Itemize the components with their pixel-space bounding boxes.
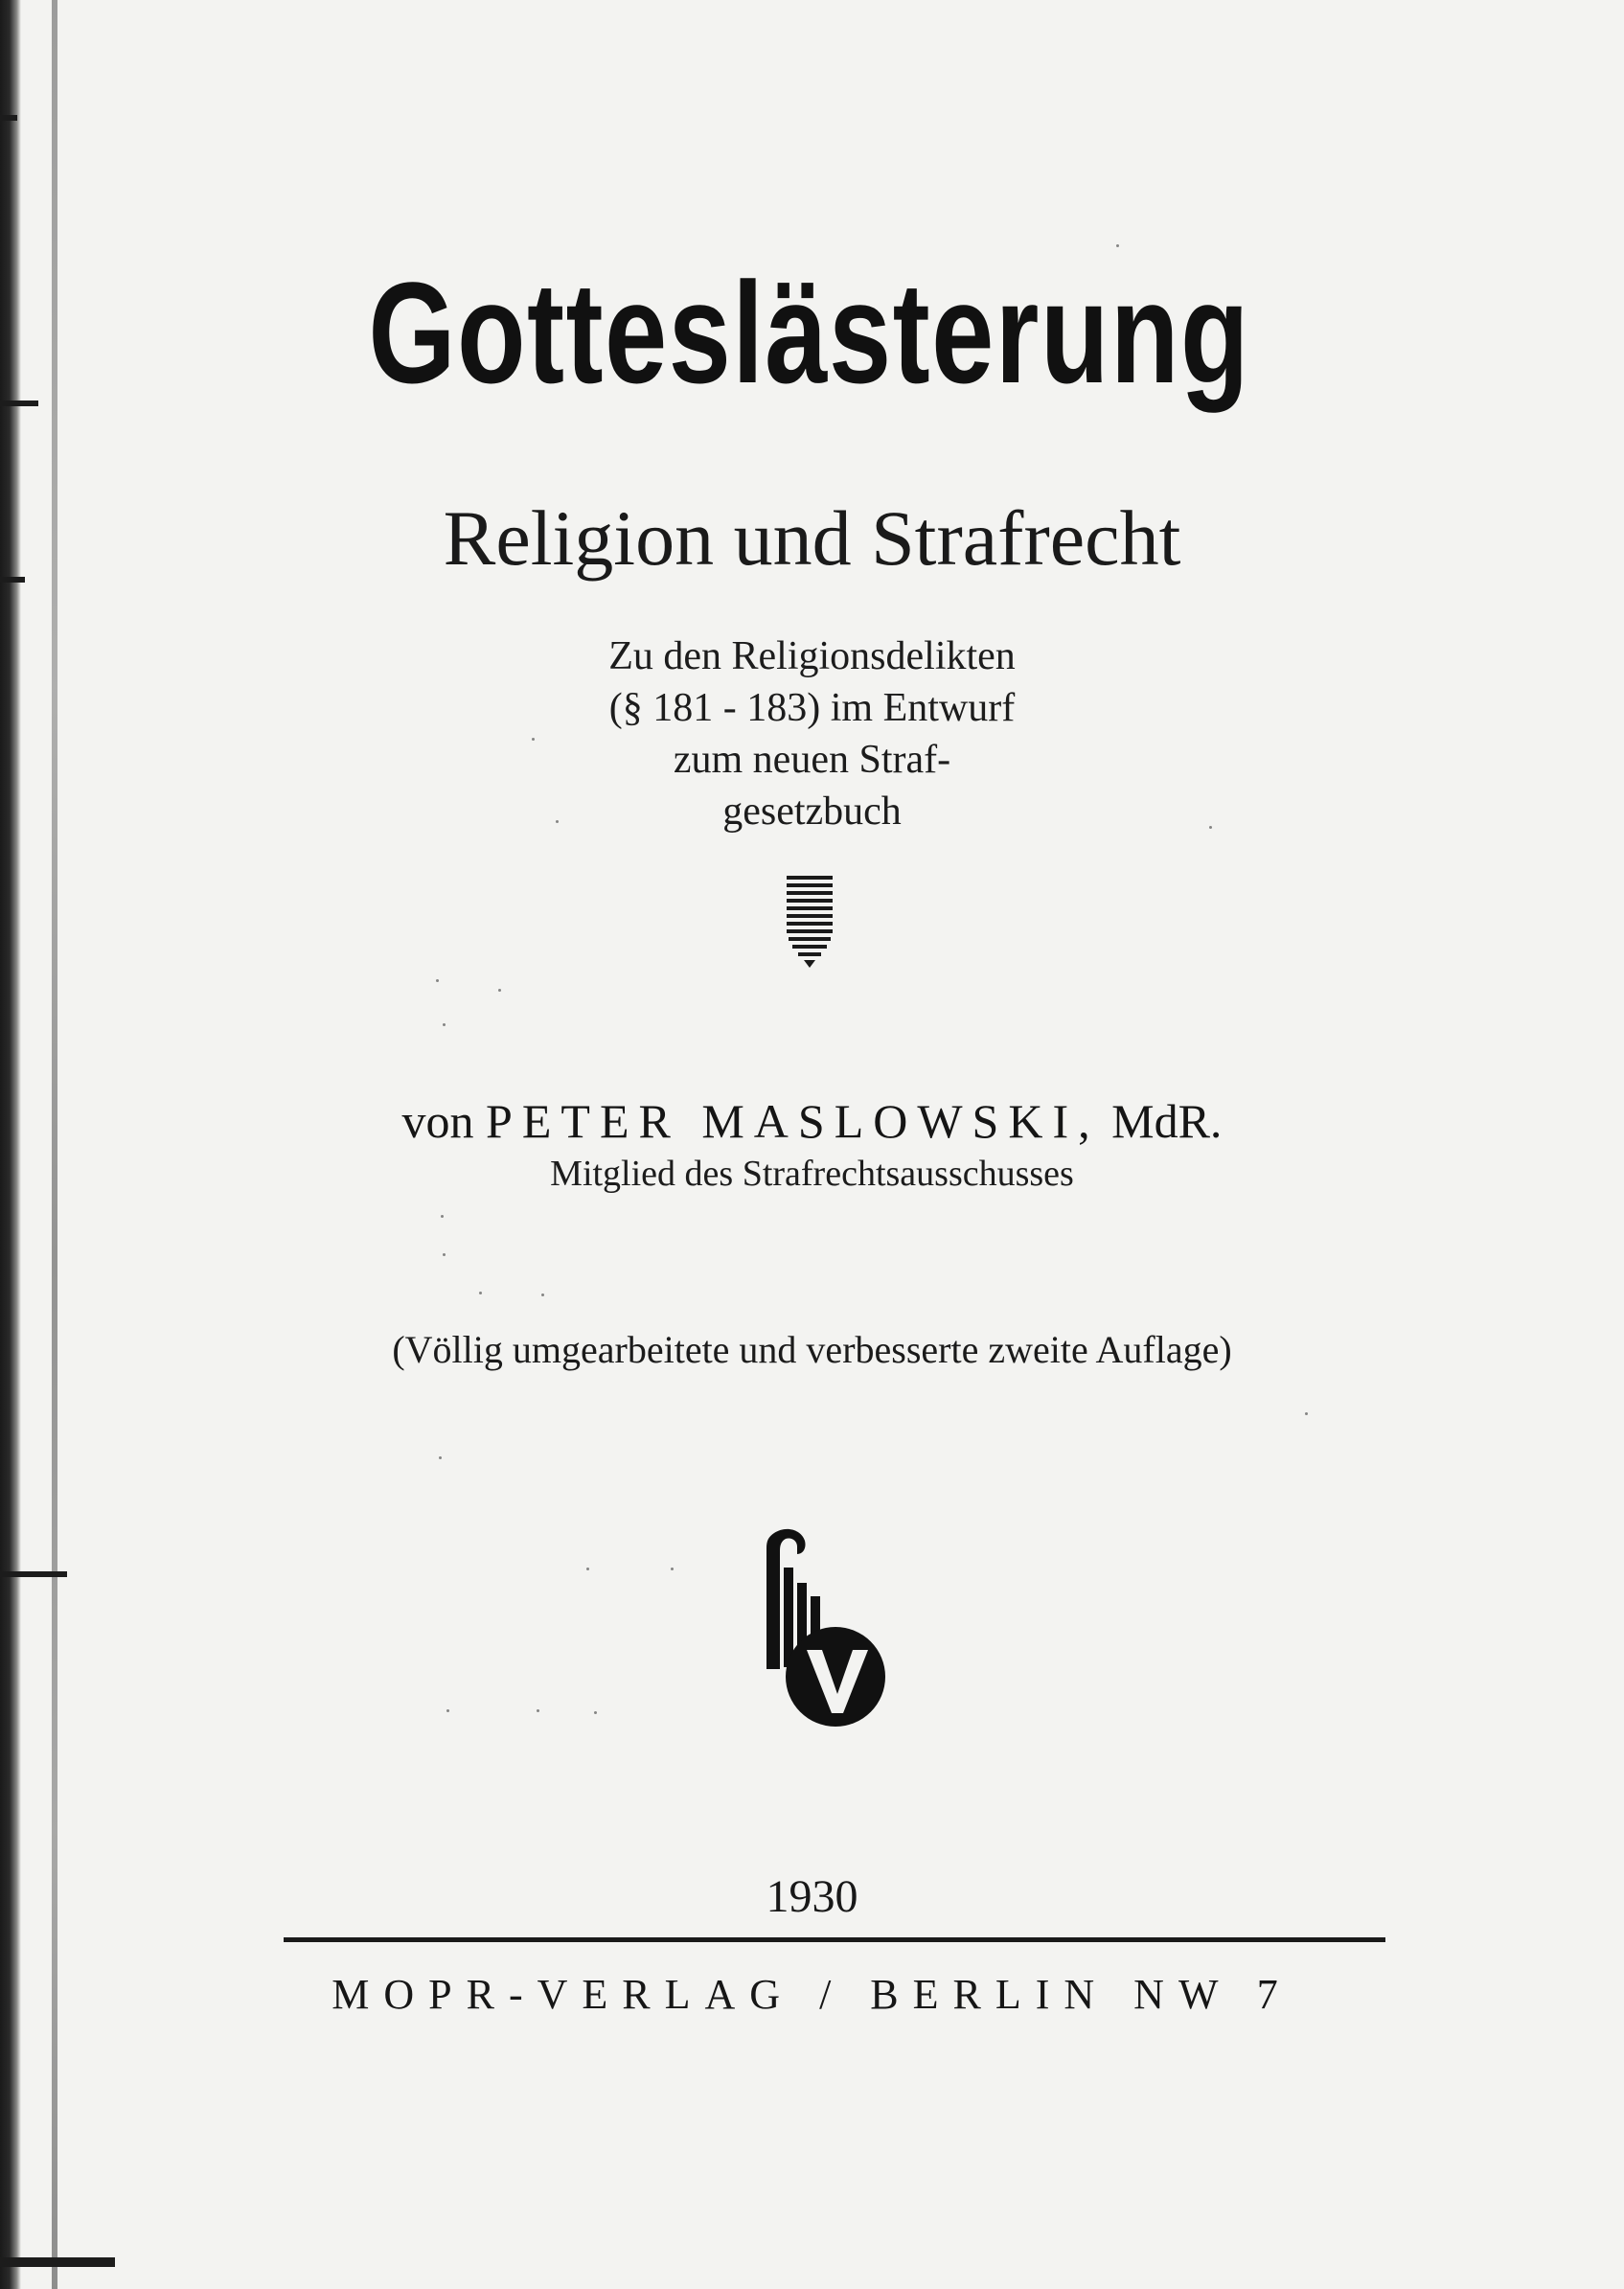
edition-note: (Völlig umgearbeitete und verbesserte zweite Auflage) [392, 1328, 1232, 1371]
publication-year: 1930 [766, 1871, 858, 1922]
author-line [0, 1090, 1624, 1152]
edge-notch [0, 115, 17, 121]
edge-notch [0, 401, 38, 406]
description-line: (§ 181 - 183) im Entwurf [608, 686, 1016, 730]
speck [439, 1456, 442, 1459]
author-prefix: von [401, 1094, 474, 1148]
speck [443, 1253, 446, 1256]
book-title: Gotteslästerung [368, 252, 1251, 413]
description-line: zum neuen Straf- [673, 738, 951, 782]
author-role: Mitglied des Strafrechtsausschusses [550, 1154, 1074, 1194]
speck [436, 979, 439, 982]
speck [1305, 1412, 1308, 1415]
speck [498, 989, 501, 992]
speck [1116, 244, 1119, 247]
speck [586, 1568, 589, 1570]
description-block [0, 630, 1624, 837]
speck [541, 1293, 544, 1296]
speck [594, 1711, 597, 1714]
description-line: gesetzbuch [722, 790, 902, 834]
publisher-logo-icon [747, 1525, 901, 1727]
edge-notch [0, 1571, 67, 1577]
speck [446, 1709, 449, 1712]
divider-rule [284, 1937, 1385, 1942]
speck [671, 1568, 674, 1570]
speck [443, 1023, 446, 1026]
edge-notch [0, 2257, 115, 2267]
publisher-line: MOPR-VERLAG / BERLIN NW 7 [332, 1971, 1292, 2018]
author-name: PETER MASLOWSKI, [486, 1094, 1100, 1148]
shield-ornament-icon [783, 874, 836, 970]
description-line: Zu den Religionsdelikten [608, 634, 1016, 678]
author-suffix: MdR. [1111, 1094, 1223, 1148]
book-subtitle: Religion und Strafrecht [443, 494, 1181, 582]
speck [441, 1215, 444, 1218]
speck [537, 1709, 539, 1712]
speck [479, 1292, 482, 1294]
